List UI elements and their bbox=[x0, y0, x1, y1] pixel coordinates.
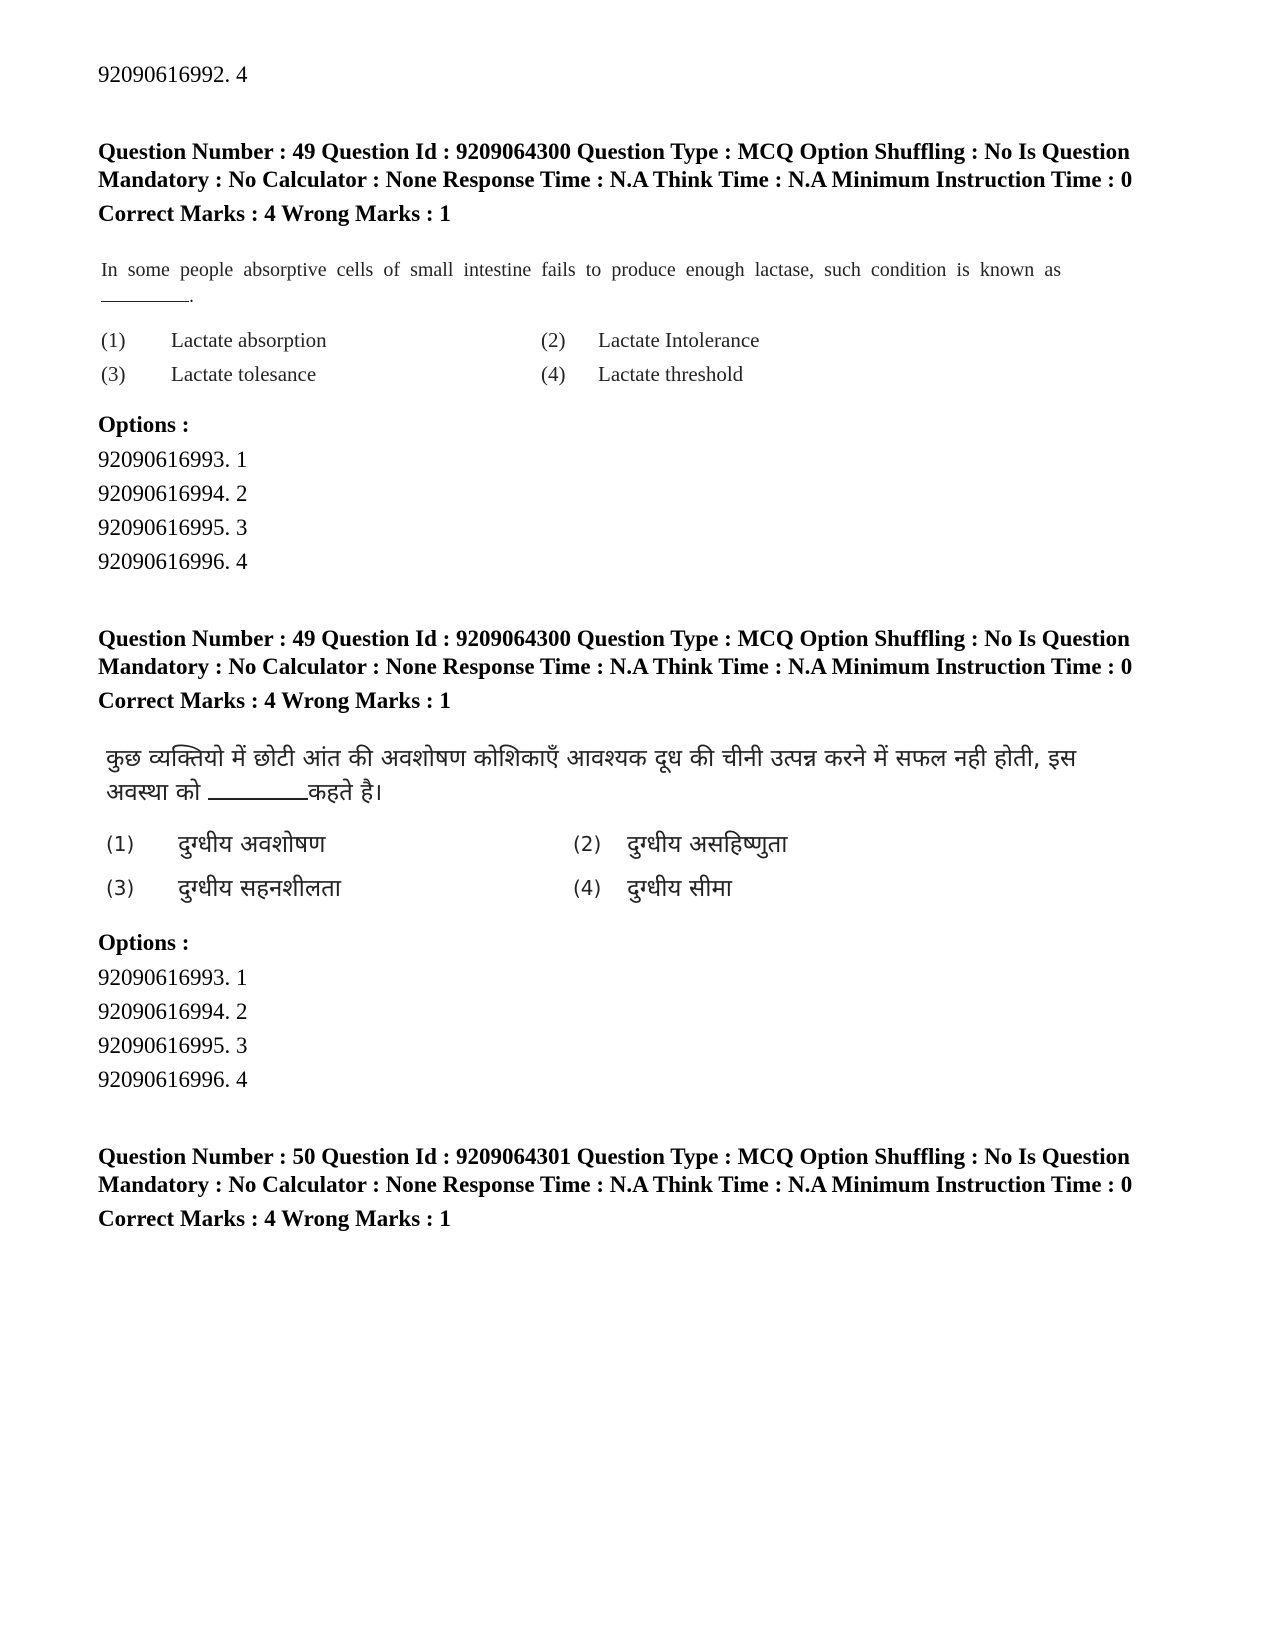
choice-text: दुग्धीय असहिष्णुता bbox=[627, 830, 788, 858]
fill-blank bbox=[208, 776, 308, 800]
choice-text: दुग्धीय अवशोषण bbox=[178, 830, 326, 858]
option-line: 92090616995. 3 bbox=[98, 1033, 248, 1058]
question-stem bbox=[106, 741, 1106, 809]
question-marks: Correct Marks : 4 Wrong Marks : 1 bbox=[98, 688, 451, 713]
option-line: 92090616993. 1 bbox=[98, 447, 248, 472]
previous-option-line: 92090616992. 4 bbox=[98, 62, 248, 87]
fill-blank bbox=[101, 283, 189, 302]
question-stem bbox=[101, 258, 1061, 309]
question-meta: Question Number : 49 Question Id : 9209064300 Question Type : MCQ Option Shuffling : No Is Question Mandatory : No Calculator : None Response Time : N.A Think Time : N.A Minimum Instruction Time : 0 bbox=[98, 139, 1133, 192]
choice-number: (3) bbox=[106, 876, 135, 900]
stem-text: कुछ व्यक्तियो में छोटी आंत की अवशोषण कोशिकाएँ आवश्यक दूध की चीनी उत्पन्न करने में सफल नही होती, इस अवस्था को bbox=[106, 744, 1077, 806]
option-line: 92090616996. 4 bbox=[98, 549, 248, 574]
choice-number: (1) bbox=[101, 328, 126, 352]
answer-choices bbox=[106, 827, 1006, 905]
choice-text: Lactate threshold bbox=[598, 362, 744, 386]
option-line: 92090616994. 2 bbox=[98, 999, 248, 1024]
question-block-49-hi bbox=[98, 625, 1198, 1097]
stem-text-end: . bbox=[189, 285, 194, 307]
option-line: 92090616993. 1 bbox=[98, 965, 248, 990]
stem-text: In some people absorptive cells of small intestine fails to produce enough lactase, such condition is known as bbox=[101, 259, 1061, 281]
options-label: Options : bbox=[98, 930, 190, 955]
option-line: 92090616995. 3 bbox=[98, 515, 248, 540]
options-label: Options : bbox=[98, 412, 190, 437]
choice-text: Lactate tolesance bbox=[171, 362, 317, 386]
choice-number: (2) bbox=[541, 328, 566, 352]
choice-text: Lactate Intolerance bbox=[598, 328, 760, 352]
choice-text: Lactate absorption bbox=[171, 328, 327, 352]
question-meta: Question Number : 49 Question Id : 9209064300 Question Type : MCQ Option Shuffling : No Is Question Mandatory : No Calculator : None Response Time : N.A Think Time : N.A Minimum Instruction Time : 0 bbox=[98, 626, 1133, 679]
choice-number: (2) bbox=[573, 832, 602, 856]
question-block-50 bbox=[98, 1143, 1198, 1233]
question-marks: Correct Marks : 4 Wrong Marks : 1 bbox=[98, 1206, 451, 1231]
choice-number: (3) bbox=[101, 362, 126, 386]
question-marks: Correct Marks : 4 Wrong Marks : 1 bbox=[98, 201, 451, 226]
question-meta: Question Number : 50 Question Id : 9209064301 Question Type : MCQ Option Shuffling : No Is Question Mandatory : No Calculator : None Response Time : N.A Think Time : N.A Minimum Instruction Time : 0 bbox=[98, 1144, 1133, 1197]
choice-text: दुग्धीय सहनशीलता bbox=[178, 874, 342, 902]
option-line: 92090616994. 2 bbox=[98, 481, 248, 506]
choice-number: (4) bbox=[573, 876, 602, 900]
document-page bbox=[98, 58, 1198, 1233]
answer-choices bbox=[101, 327, 1001, 387]
choice-number: (1) bbox=[106, 832, 135, 856]
option-line: 92090616996. 4 bbox=[98, 1067, 248, 1092]
stem-text-end: कहते है। bbox=[308, 778, 383, 806]
question-block-49-en bbox=[98, 138, 1198, 579]
choice-number: (4) bbox=[541, 362, 566, 386]
choice-text: दुग्धीय सीमा bbox=[627, 874, 733, 902]
